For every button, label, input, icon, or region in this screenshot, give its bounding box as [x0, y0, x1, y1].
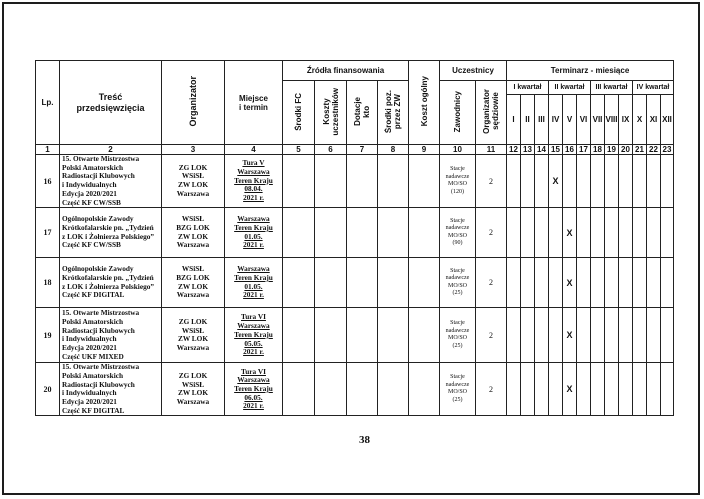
- month-cell: [619, 155, 633, 208]
- column-number: 17: [577, 145, 591, 155]
- row-sedziowie: 2: [476, 208, 507, 258]
- header-month: IX: [619, 95, 633, 145]
- header-organizator: Organizator: [162, 61, 225, 145]
- row-empty-cell: [315, 308, 347, 363]
- column-number: 14: [535, 145, 549, 155]
- row-sedziowie: 2: [476, 258, 507, 308]
- row-empty-cell: [315, 208, 347, 258]
- month-cell: [591, 258, 605, 308]
- column-number: 2: [60, 145, 162, 155]
- month-cell: [507, 308, 521, 363]
- row-sedziowie: 2: [476, 155, 507, 208]
- month-cell: [577, 155, 591, 208]
- month-cell: [647, 308, 661, 363]
- month-mark: X: [563, 208, 577, 258]
- column-number: 13: [521, 145, 535, 155]
- header-quarter-3: III kwartał: [591, 81, 633, 95]
- month-cell: [507, 258, 521, 308]
- month-cell: [549, 258, 563, 308]
- row-empty-cell: [283, 155, 315, 208]
- month-cell: [591, 308, 605, 363]
- header-organizator-sedziowie: Organizator sędziowie: [476, 81, 507, 145]
- row-empty-cell: [347, 363, 378, 416]
- row-zawodnicy: Stacje nadawcze MO/SO (90): [440, 208, 476, 258]
- row-tresc: Ogólnopolskie Zawody Krótkofalarskie pn. „Tydzień z LOK i Żołnierza Polskiego” Część KF CW/SSB: [60, 208, 162, 258]
- row-zawodnicy: Stacje nadawcze MO/SO (25): [440, 258, 476, 308]
- header-quarter-2: II kwartał: [549, 81, 591, 95]
- month-cell: [591, 363, 605, 416]
- row-miejsce: Warszawa Teren Kraju 01.05. 2021 r.: [225, 258, 283, 308]
- row-lp: 20: [36, 363, 60, 416]
- row-empty-cell: [283, 208, 315, 258]
- row-zawodnicy: Stacje nadawcze MO/SO (25): [440, 308, 476, 363]
- header-month: XI: [647, 95, 661, 145]
- row-empty-cell: [315, 258, 347, 308]
- row-empty-cell: [283, 258, 315, 308]
- row-empty-cell: [378, 258, 409, 308]
- header-lp: Lp.: [36, 61, 60, 145]
- month-cell: [577, 363, 591, 416]
- month-cell: [507, 155, 521, 208]
- header-quarter-4: IV kwartał: [633, 81, 674, 95]
- column-number: 18: [591, 145, 605, 155]
- column-number: 4: [225, 145, 283, 155]
- row-empty-cell: [347, 258, 378, 308]
- month-mark: X: [563, 308, 577, 363]
- month-mark: X: [563, 363, 577, 416]
- month-cell: [521, 258, 535, 308]
- header-month: X: [633, 95, 647, 145]
- month-cell: [605, 308, 619, 363]
- month-cell: [661, 208, 674, 258]
- row-empty-cell: [378, 155, 409, 208]
- column-number: 19: [605, 145, 619, 155]
- month-cell: [605, 258, 619, 308]
- row-miejsce: Tura V Warszawa Teren Kraju 08.04. 2021 r.: [225, 155, 283, 208]
- header-dotacje: Dotacje kto: [347, 81, 378, 145]
- column-number: 23: [661, 145, 674, 155]
- table-body: [36, 155, 674, 416]
- month-cell: [521, 308, 535, 363]
- month-cell: [619, 258, 633, 308]
- month-cell: [535, 208, 549, 258]
- row-empty-cell: [347, 208, 378, 258]
- month-mark: X: [549, 155, 563, 208]
- row-tresc: Ogólnopolskie Zawody Krótkofalarskie pn. „Tydzień z LOK i Żołnierza Polskiego” Część KF DIGITAL: [60, 258, 162, 308]
- row-empty-cell: [283, 363, 315, 416]
- month-cell: [591, 208, 605, 258]
- row-lp: 17: [36, 208, 60, 258]
- header-terminarz: Terminarz - miesiące: [507, 61, 674, 81]
- header-month: III: [535, 95, 549, 145]
- row-miejsce: Tura VI Warszawa Teren Kraju 06.05. 2021 r.: [225, 363, 283, 416]
- row-tresc: 15. Otwarte Mistrzostwa Polski Amatorskich Radiostacji Klubowych i Indywidualnych Edycja 2020/2021 Część KF CW/SSB: [60, 155, 162, 208]
- header-zrodla: Źródła finansowania: [283, 61, 409, 81]
- month-cell: [535, 155, 549, 208]
- month-cell: [633, 155, 647, 208]
- column-number: 10: [440, 145, 476, 155]
- column-number: 5: [283, 145, 315, 155]
- month-cell: [605, 363, 619, 416]
- row-empty-cell: [378, 208, 409, 258]
- header-month: VIII: [605, 95, 619, 145]
- row-empty-cell: [315, 155, 347, 208]
- column-number: 7: [347, 145, 378, 155]
- row-sedziowie: 2: [476, 363, 507, 416]
- row-empty-cell: [409, 308, 440, 363]
- month-cell: [521, 155, 535, 208]
- month-cell: [549, 208, 563, 258]
- month-cell: [633, 208, 647, 258]
- column-number: 15: [549, 145, 563, 155]
- row-miejsce: Tura VI Warszawa Teren Kraju 05.05. 2021 r.: [225, 308, 283, 363]
- row-empty-cell: [409, 155, 440, 208]
- row-empty-cell: [409, 208, 440, 258]
- header-row-top: [36, 61, 674, 81]
- month-cell: [535, 363, 549, 416]
- column-number: 8: [378, 145, 409, 155]
- row-organizator: ZG LOK WSiSŁ ZW LOK Warszawa: [162, 155, 225, 208]
- month-cell: [591, 155, 605, 208]
- column-number: 22: [647, 145, 661, 155]
- column-number: 16: [563, 145, 577, 155]
- row-lp: 18: [36, 258, 60, 308]
- row-empty-cell: [315, 363, 347, 416]
- month-cell: [605, 155, 619, 208]
- header-uczestnicy: Uczestnicy: [440, 61, 507, 81]
- month-cell: [521, 363, 535, 416]
- month-cell: [619, 208, 633, 258]
- header-koszty-uczestnikow: Koszty uczestników: [315, 81, 347, 145]
- row-empty-cell: [283, 308, 315, 363]
- page-number: 38: [359, 434, 370, 446]
- row-empty-cell: [378, 308, 409, 363]
- month-cell: [661, 363, 674, 416]
- row-empty-cell: [409, 363, 440, 416]
- month-cell: [633, 308, 647, 363]
- row-empty-cell: [347, 308, 378, 363]
- month-cell: [661, 258, 674, 308]
- header-tresc: Treść przedsięwzięcia: [60, 61, 162, 145]
- column-number: 3: [162, 145, 225, 155]
- month-cell: [647, 208, 661, 258]
- header-srodki-poz: Środki poz. przez ZW: [378, 81, 409, 145]
- header-month: IV: [549, 95, 563, 145]
- table-row: [36, 308, 674, 363]
- document-page: [2, 2, 700, 495]
- row-miejsce: Warszawa Teren Kraju 01.05. 2021 r.: [225, 208, 283, 258]
- column-number: 9: [409, 145, 440, 155]
- header-miejsce: Miejsce i termin: [225, 61, 283, 145]
- row-organizator: WSiSŁ BZG LOK ZW LOK Warszawa: [162, 258, 225, 308]
- month-cell: [661, 155, 674, 208]
- row-organizator: WSiSŁ BZG LOK ZW LOK Warszawa: [162, 208, 225, 258]
- row-sedziowie: 2: [476, 308, 507, 363]
- table-row: [36, 208, 674, 258]
- table-row: [36, 155, 674, 208]
- header-month: II: [521, 95, 535, 145]
- month-cell: [549, 363, 563, 416]
- header-zawodnicy: Zawodnicy: [440, 81, 476, 145]
- month-cell: [647, 258, 661, 308]
- header-month: VII: [591, 95, 605, 145]
- month-mark: X: [563, 258, 577, 308]
- month-cell: [605, 208, 619, 258]
- month-cell: [619, 363, 633, 416]
- month-cell: [647, 155, 661, 208]
- month-cell: [535, 308, 549, 363]
- row-tresc: 15. Otwarte Mistrzostwa Polski Amatorskich Radiostacji Klubowych i Indywidualnych Edycja 2020/2021 Część UKF MIXED: [60, 308, 162, 363]
- column-number: 1: [36, 145, 60, 155]
- month-cell: [577, 258, 591, 308]
- month-cell: [633, 258, 647, 308]
- column-number: 21: [633, 145, 647, 155]
- month-cell: [577, 308, 591, 363]
- month-cell: [563, 155, 577, 208]
- month-cell: [521, 208, 535, 258]
- row-tresc: 15. Otwarte Mistrzostwa Polski Amatorskich Radiostacji Klubowych i Indywidualnych Edycja 2020/2021 Część KF DIGITAL: [60, 363, 162, 416]
- month-cell: [549, 308, 563, 363]
- events-table: [35, 60, 674, 416]
- column-number: 20: [619, 145, 633, 155]
- header-koszt-ogolny: Koszt ogólny: [409, 61, 440, 145]
- header-month: VI: [577, 95, 591, 145]
- header-quarter-1: I kwartał: [507, 81, 549, 95]
- header-month: I: [507, 95, 521, 145]
- month-cell: [633, 363, 647, 416]
- column-number: 6: [315, 145, 347, 155]
- row-empty-cell: [409, 258, 440, 308]
- header-month: XII: [661, 95, 674, 145]
- row-organizator: ZG LOK WSiSŁ ZW LOK Warszawa: [162, 308, 225, 363]
- row-zawodnicy: Stacje nadawcze MO/SO (120): [440, 155, 476, 208]
- row-organizator: ZG LOK WSiSŁ ZW LOK Warszawa: [162, 363, 225, 416]
- row-lp: 19: [36, 308, 60, 363]
- column-number: 11: [476, 145, 507, 155]
- row-zawodnicy: Stacje nadawcze MO/SO (25): [440, 363, 476, 416]
- header-srodki-fc: Środki FC: [283, 81, 315, 145]
- column-number-row: [36, 145, 674, 155]
- table-row: [36, 363, 674, 416]
- month-cell: [647, 363, 661, 416]
- row-empty-cell: [378, 363, 409, 416]
- month-cell: [507, 363, 521, 416]
- month-cell: [619, 308, 633, 363]
- row-empty-cell: [347, 155, 378, 208]
- row-lp: 16: [36, 155, 60, 208]
- month-cell: [577, 208, 591, 258]
- column-number: 12: [507, 145, 521, 155]
- month-cell: [535, 258, 549, 308]
- month-cell: [661, 308, 674, 363]
- table-row: [36, 258, 674, 308]
- month-cell: [507, 208, 521, 258]
- header-month: V: [563, 95, 577, 145]
